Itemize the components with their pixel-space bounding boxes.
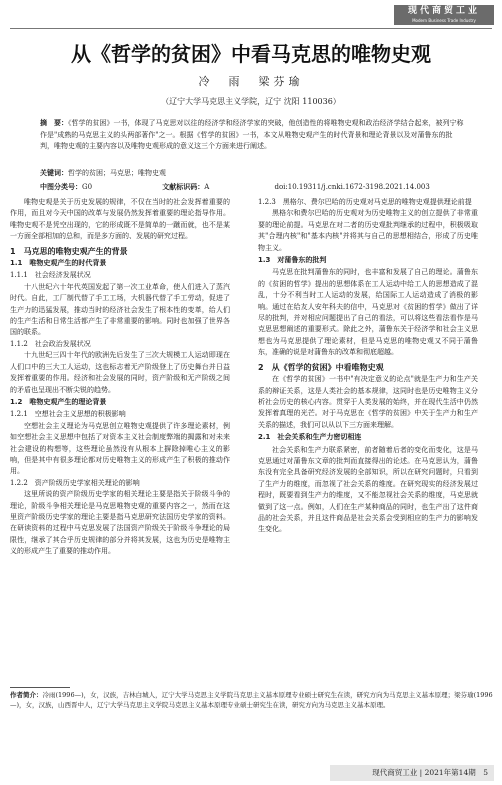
subsubsection-heading: 1.2.3 黑格尔、费尔巴哈的历史观对马克思的唯物史观提供理论前提 [258,198,472,206]
paper-title: 从《哲学的贫困》中看马克思的唯物史观 [71,42,431,66]
subsubsection-heading: 1.2.2 资产阶级历史学家相关理论的影响 [10,478,140,487]
left-column [10,197,230,558]
subsubsection-heading: 1.1.1 社会经济发展状况 [10,271,91,280]
footnote-rule [10,687,70,688]
footnote-label: 作者简介： [10,691,43,699]
authors: 冷 雨 梁芬瑜 [198,75,304,88]
clc-value: G0 [82,183,93,191]
abstract [40,118,464,153]
keywords-label: 关键词： [40,169,68,177]
section-heading: 1 马克思的唯物史观产生的背景 [10,246,128,256]
subsection-heading: 1.2 唯物史观产生的理论背景 [10,397,107,406]
doc-code-label: 文献标识码： [162,183,205,191]
body-paragraph: 十八世纪六十年代英国发起了第一次工业革命，使人们进入了蒸汽时代。自此，工厂制代替了手工工场，大机器代替了手工劳动，促进了生产力的迅猛发展，推动当时的经济社会发生了根本性的变革，给人们的生产生活和日常生活都产生了非常重要的影响。同时也加强了世界各国的联系。 [10,282,230,337]
body-paragraph: 黑格尔和费尔巴哈的历史观对为历史唯物主义的创立提供了非常重要的理论前提。马克思在对二者的历史观批判继承的过程中，积极吸取其"合理内核"和"基本内核"并将其与自己的思想相结合，形成了历史唯物主义。 [258,209,478,252]
doi: doi:10.19311/j.cnki.1672-3198.2021.14.003 [274,183,430,191]
subsubsection-heading: 1.2.1 空想社会主义思想的积极影响 [10,410,126,419]
body-paragraph: 空想社会主义理论为马克思创立唯物史观提供了许多理论素材，例如空想社会主义思想中包括了对资本主义社会制度弊端的揭露和对未来社会建设的构想等，这些理论虽然没有从根本上摒除掉唯心主义的影响，但是其中有很多理论都对历史唯物主义的形成产生了积极的推动作用。 [10,421,230,476]
classification-line [40,182,480,193]
abstract-text: 《哲学的贫困》一书，体现了马克思对以往的经济学和经济学家的突破，他创造性的将唯物史观和政治经济学结合起来，被列宁称作是"成熟的马克思主义的头两部著作"之一。根据《哲学的贫困》一书，本文从唯物史观产生的时代背景和理论背景以及对蒲鲁东的批判，唯物史观的主要内容以及唯物史观形成的意义这三个方面来进行阐述。 [40,119,464,150]
clc-label: 中图分类号： [40,183,82,191]
right-column [258,197,478,536]
body-paragraph: 马克思在批判蒲鲁东的同时，也丰富和发展了自己的理论。蒲鲁东的《贫困的哲学》提出的思想体系在工人运动中给工人的思想造成了混乱，十分不利当时工人运动的发展，给国际工人运动造成了消极的影响。通过在给友人安年科夫的信中，马克思对《贫困的哲学》做出了详尽的批判，并对相应问题提出了自己的看法，可以将这些看法看作是马克思思想阐述的重要形式。除此之外，蒲鲁东关于经济学和社会主义思想也为马克思提供了理论素材，但是马克思的唯物史观又不同于蒲鲁东，准确的说是对蒲鲁东的改革和彻底超越。 [258,268,478,357]
subsection-heading: 1.1 唯物史观产生的时代背景 [10,259,107,268]
page-footer: 现代商贸工业 | 2021年第14期 5 [330,765,494,781]
body-paragraph: 在《哲学的贫困》一书中"有决定意义的论点"就是生产力和生产关系的辩证关系，这是人类社会的基本规律，这同时也是历史唯物主义分析社会历史的核心内容。贯穿于人类发展的始终，并在现代生活中仍然发挥着真理的光芒。对于马克思在《哲学的贫困》中关于生产力和生产关系的描述，我们可以从以下三方面来理解。 [258,375,478,429]
body-paragraph: 这里所说的资产阶级历史学家的相关理论主要是指关于阶级斗争的理论，阶级斗争相关理论是马克思唯物史观的重要内容之一，然而在这里资产阶级历史学家的理论主要是指马克思研究法国历史学家的资料。在研读资料的过程中马克思发展了法国资产阶级关于阶级斗争理论的局限性，继承了其合乎历史规律的部分并将其发展，这也为历史是唯物主义的形成产生了重要的推动作用。 [10,490,230,556]
keywords-text: 哲学的贫困；马克思；唯物史观 [68,169,166,177]
intro-paragraph: 唯物史观是关于历史发展的规律，不仅在当时的社会发挥着重要的作用，而且对今天中国的改革与发展仍然发挥着重要的理论指导作用。唯物史观不是凭空出现的，它的形成既不是简单的一蹴而就，也不是某一方面全部相加的总和，而是多方面的、发展的研究过程。 [10,198,230,241]
header-rule [10,28,492,29]
section-heading: 2 从《哲学的贫困》中看唯物史观 [258,362,384,372]
journal-name: 现代商贸工业 [407,6,480,16]
body-paragraph: 十九世纪三四十年代的欧洲先后发生了三次大规模工人运动即现在人们口中的三大工人运动，这也标志着无产阶级登上了历史舞台并日益发挥着重要的作用。经济和社会发展的同时，资产阶级和无产阶级之间的矛盾也呈现出不断尖锐的趋势。 [10,351,230,394]
author-footnote [10,690,494,710]
abstract-label: 摘 要： [40,119,68,127]
subsection-heading: 1.3 对蒲鲁东的批判 [258,256,327,265]
subsubsection-heading: 1.1.2 社会政治发展状况 [10,339,91,348]
journal-name-en: Modern Business Trade Industry [412,18,476,23]
body-paragraph: 社会关系和生产力联系紧密，前者随着后者的变化而变化，这是马克思通过对蒲鲁东文章的批判而直接得出的论述。在马克思认为，蒲鲁东没有完全具备研究经济发展的全部知识，所以在研究问题时，只看到了生产力的维度，而忽视了社会关系的维度。在研究现实的经济发展过程时，既要看到生产力的维度，又不能忽视社会关系的维度，马克思就做到了这一点。例如，人们在生产某种商品的同时，也生产出了这件商品的社会关系，并且这件商品是社会关系会受到相应的生产力的影响发生变化。 [258,445,478,534]
journal-badge [394,5,494,25]
affiliation: （辽宁大学马克思主义学院，辽宁 沈阳 110036） [161,97,341,106]
footnote-text: 冷雨(1996—)，女，汉族，吉林白城人，辽宁大学马克思主义学院马克思主义基本原理专业硕士研究生在读，研究方向为马克思主义基本原理；梁芬瑜(1996—)，女，汉族，山西晋中人，辽宁大学马克思主义学院马克思主义基本原理专业硕士研究生在读，研究方向为马克思主义基本原理。 [10,691,493,709]
subsection-heading: 2.1 社会关系和生产力密切相连 [258,433,362,442]
doc-code-value: A [204,183,210,191]
keywords [40,168,464,179]
